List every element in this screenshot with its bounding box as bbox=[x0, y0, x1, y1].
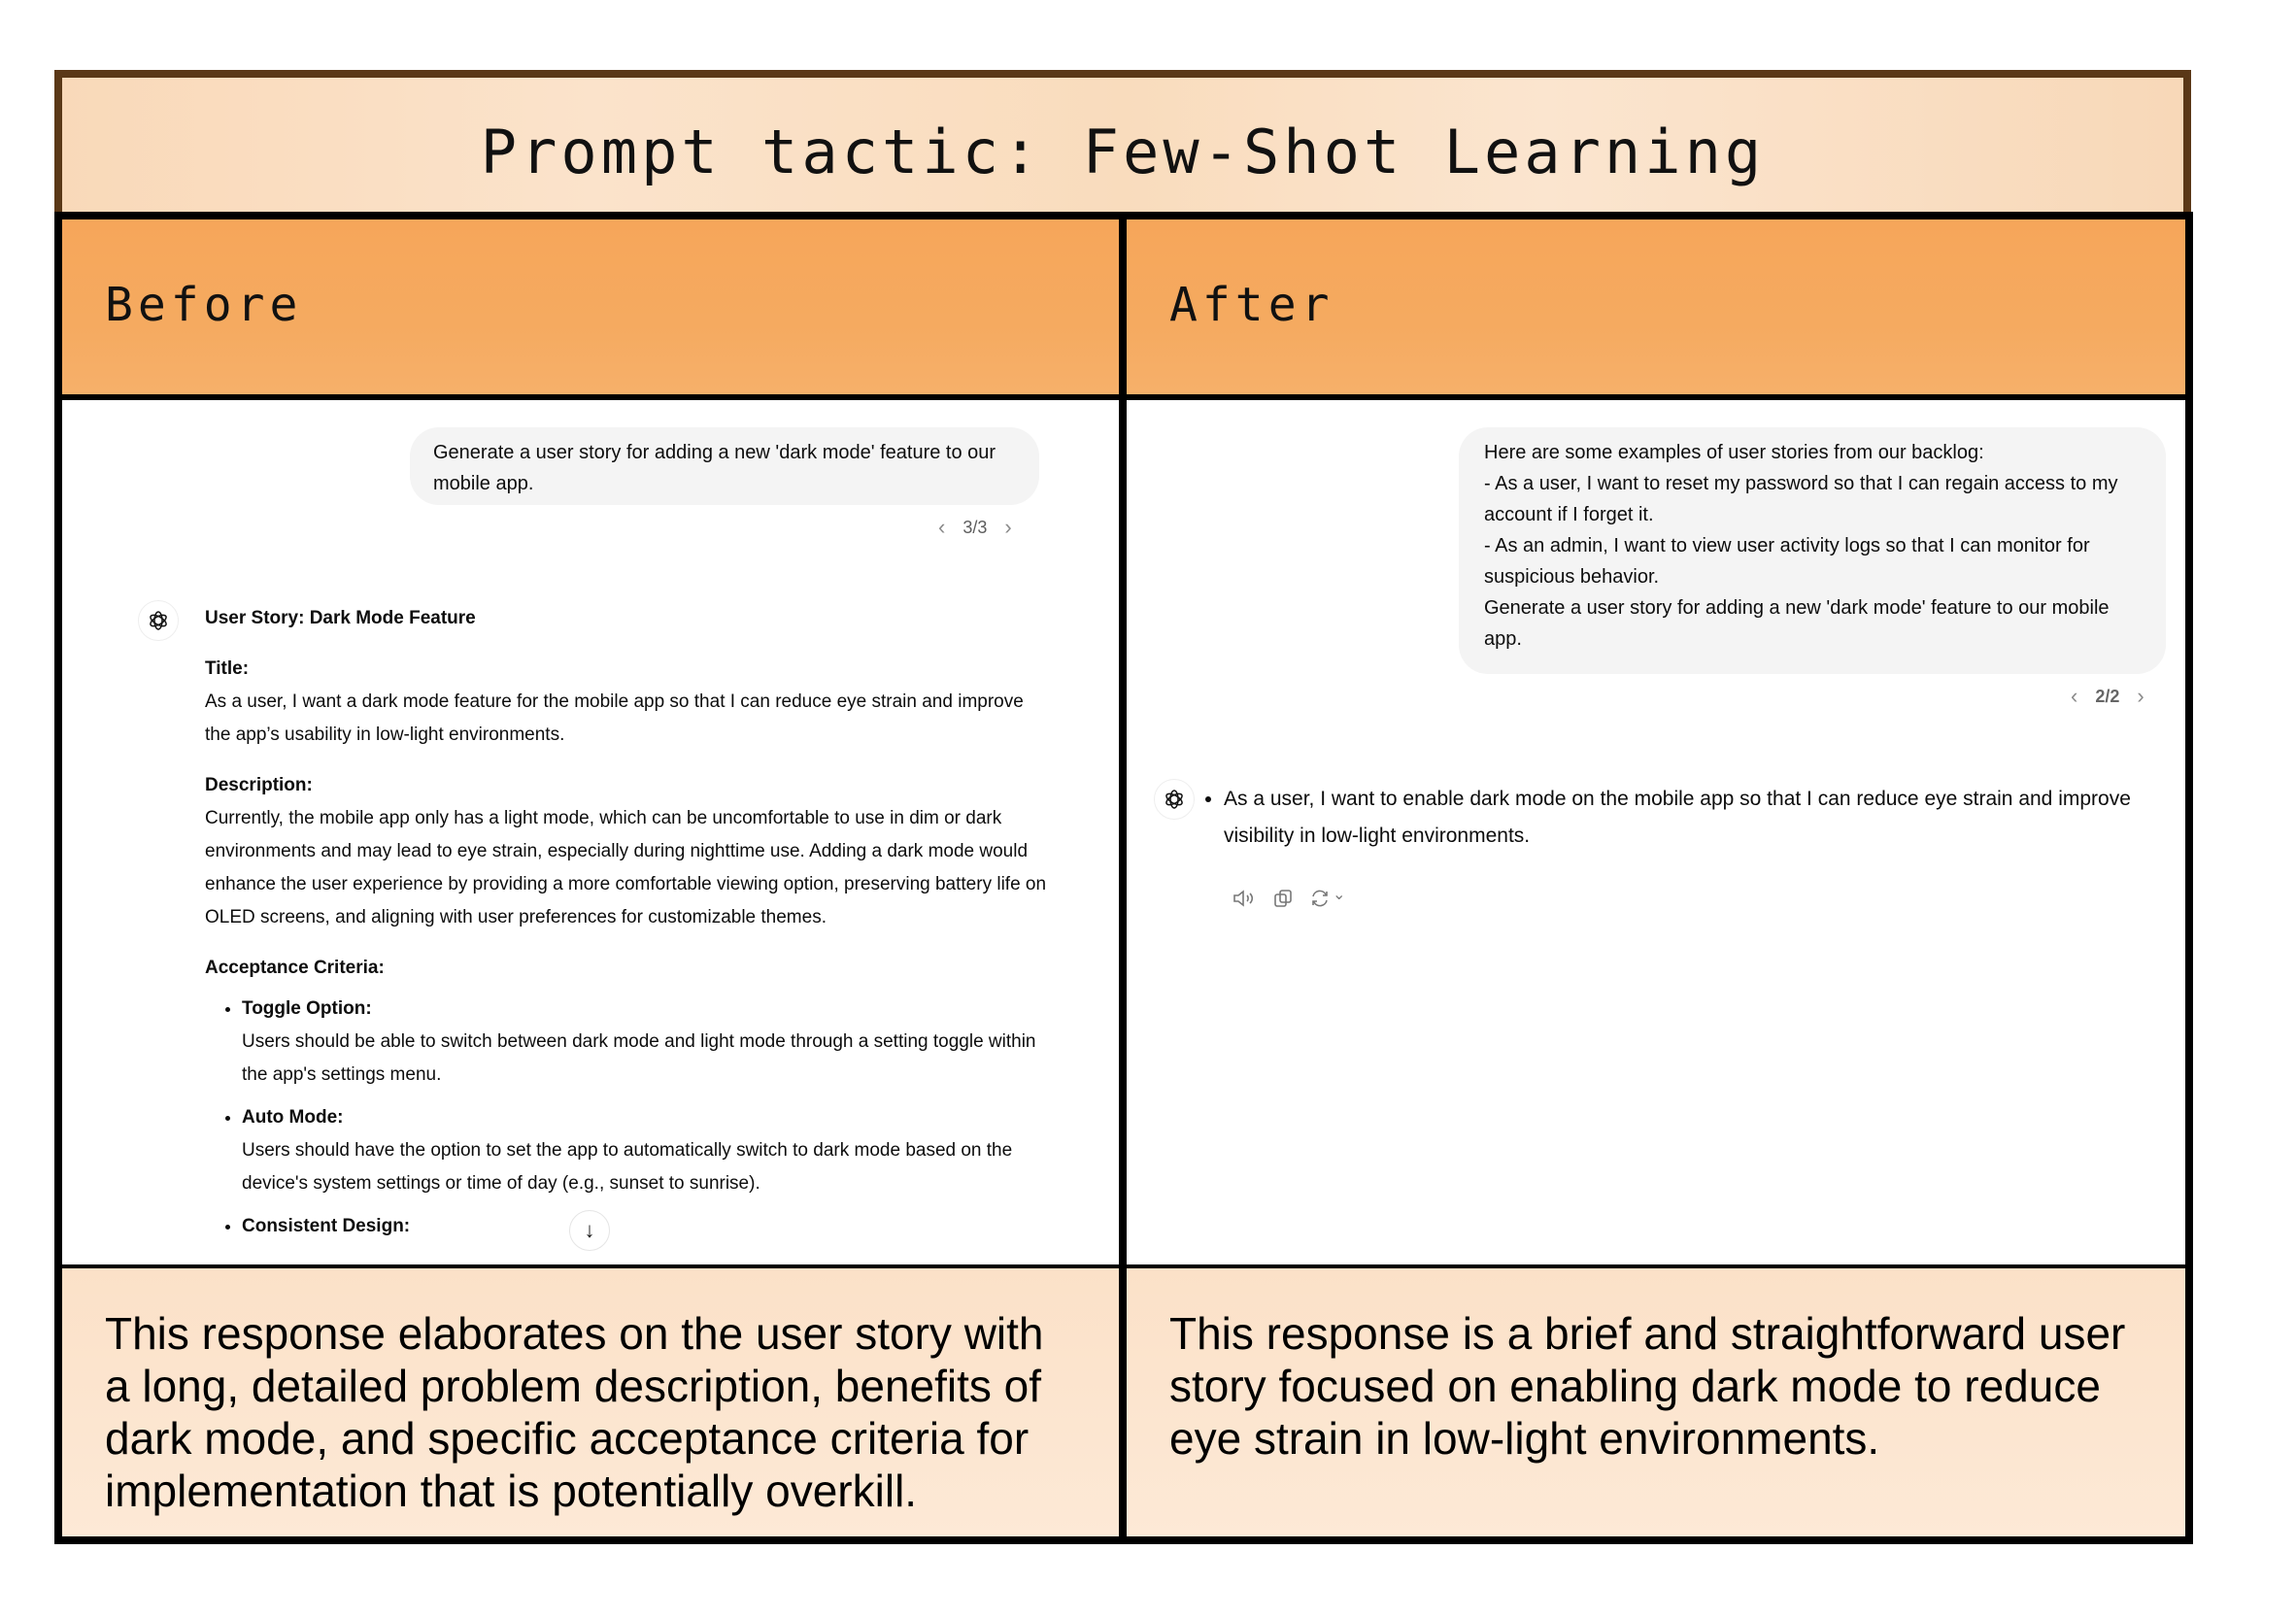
prompt-line: - As a user, I want to reset my password so that I can regain access to my account if I forget it. bbox=[1484, 473, 2118, 525]
caret-down-icon: ⌄ bbox=[1333, 887, 1346, 903]
assistant-response bbox=[1187, 781, 2158, 864]
response-pager bbox=[938, 515, 1012, 540]
divider bbox=[1119, 212, 1127, 1544]
before-header bbox=[62, 219, 1119, 394]
chevron-left-icon[interactable]: ‹ bbox=[2071, 684, 2078, 708]
before-caption: This response elaborates on the user story with a long, detailed problem description, benefits of dark mode, and specific acceptance criteria for implementation that is potentially overkill. bbox=[105, 1308, 1044, 1516]
title-label: Title: bbox=[205, 658, 250, 679]
pager-count: 3/3 bbox=[962, 517, 988, 537]
page-title: Prompt tactic: Few-Shot Learning bbox=[480, 117, 1766, 187]
after-label: After bbox=[1169, 278, 1334, 332]
criteria-text: Users should be able to switch between dark mode and light mode through a setting toggle within the app's settings menu. bbox=[242, 1031, 1036, 1085]
openai-logo-icon bbox=[1163, 788, 1186, 811]
regenerate-button[interactable] bbox=[1309, 888, 1345, 909]
response-pager bbox=[2071, 684, 2144, 709]
divider bbox=[54, 212, 62, 1544]
read-aloud-icon[interactable] bbox=[1232, 888, 1257, 909]
list-item bbox=[242, 1210, 1050, 1243]
title-text: As a user, I want a dark mode feature for the mobile app so that I can reduce eye strain and improve the app’s usability in low-light environments. bbox=[205, 691, 1024, 745]
after-caption: This response is a brief and straightforward user story focused on enabling dark mode to reduce eye strain in low-light environments. bbox=[1169, 1308, 2126, 1464]
criteria-name: Auto Mode: bbox=[242, 1107, 344, 1128]
arrow-down-icon: ↓ bbox=[584, 1218, 595, 1242]
before-label: Before bbox=[105, 278, 303, 332]
user-prompt-text: Generate a user story for adding a new 'dark mode' feature to our mobile app. bbox=[433, 442, 996, 494]
chevron-left-icon[interactable]: ‹ bbox=[938, 515, 946, 539]
copy-icon[interactable] bbox=[1272, 888, 1294, 909]
after-header bbox=[1127, 219, 2185, 394]
criteria-label: Acceptance Criteria: bbox=[205, 958, 385, 978]
criteria-name: Consistent Design: bbox=[242, 1216, 411, 1236]
title-band bbox=[54, 70, 2191, 216]
pager-count: 2/2 bbox=[2095, 686, 2120, 706]
list-item bbox=[242, 993, 1050, 1092]
response-actions bbox=[1232, 888, 1345, 909]
list-item bbox=[242, 1101, 1050, 1200]
chevron-right-icon[interactable]: › bbox=[1004, 515, 1012, 539]
regenerate-icon bbox=[1309, 888, 1331, 909]
before-chat-panel bbox=[62, 400, 1119, 1264]
prompt-line: Generate a user story for adding a new 'dark mode' feature to our mobile app. bbox=[1484, 597, 2110, 650]
after-caption-cell bbox=[1127, 1268, 2185, 1536]
response-heading: User Story: Dark Mode Feature bbox=[205, 608, 476, 628]
assistant-avatar bbox=[138, 600, 179, 641]
criteria-text: Users should have the option to set the app to automatically switch to dark mode based on the device's system settings or time of day (e.g., sunset to sunrise). bbox=[242, 1140, 1013, 1194]
criteria-name: Toggle Option: bbox=[242, 998, 372, 1019]
description-label: Description: bbox=[205, 775, 313, 795]
assistant-response bbox=[205, 602, 1050, 1253]
list-item: • As a user, I want to enable dark mode on the mobile app so that I can reduce eye strain and improve visibility in low-light environments. bbox=[1224, 781, 2158, 855]
prompt-line: Here are some examples of user stories from our backlog: bbox=[1484, 442, 1984, 463]
divider bbox=[2185, 212, 2193, 1544]
openai-logo-icon bbox=[147, 609, 170, 632]
user-prompt-bubble bbox=[1459, 427, 2166, 674]
criteria-list bbox=[205, 993, 1050, 1243]
description-text: Currently, the mobile app only has a light mode, which can be uncomfortable to use in dim or dark environments and may lead to eye strain, especially during nighttime use. Adding a dark mode would enhance the user experience by providing a more comfortable viewing option, preserving battery life on OLED screens, and aligning with user preferences for customizable themes. bbox=[205, 808, 1047, 927]
user-prompt-bubble bbox=[410, 427, 1039, 505]
chevron-right-icon[interactable]: › bbox=[2137, 684, 2144, 708]
scroll-down-button[interactable] bbox=[569, 1210, 610, 1251]
after-chat-panel bbox=[1127, 400, 2185, 1264]
prompt-line: - As an admin, I want to view user activity logs so that I can monitor for suspicious behavior. bbox=[1484, 535, 2090, 588]
before-caption-cell bbox=[62, 1268, 1119, 1536]
